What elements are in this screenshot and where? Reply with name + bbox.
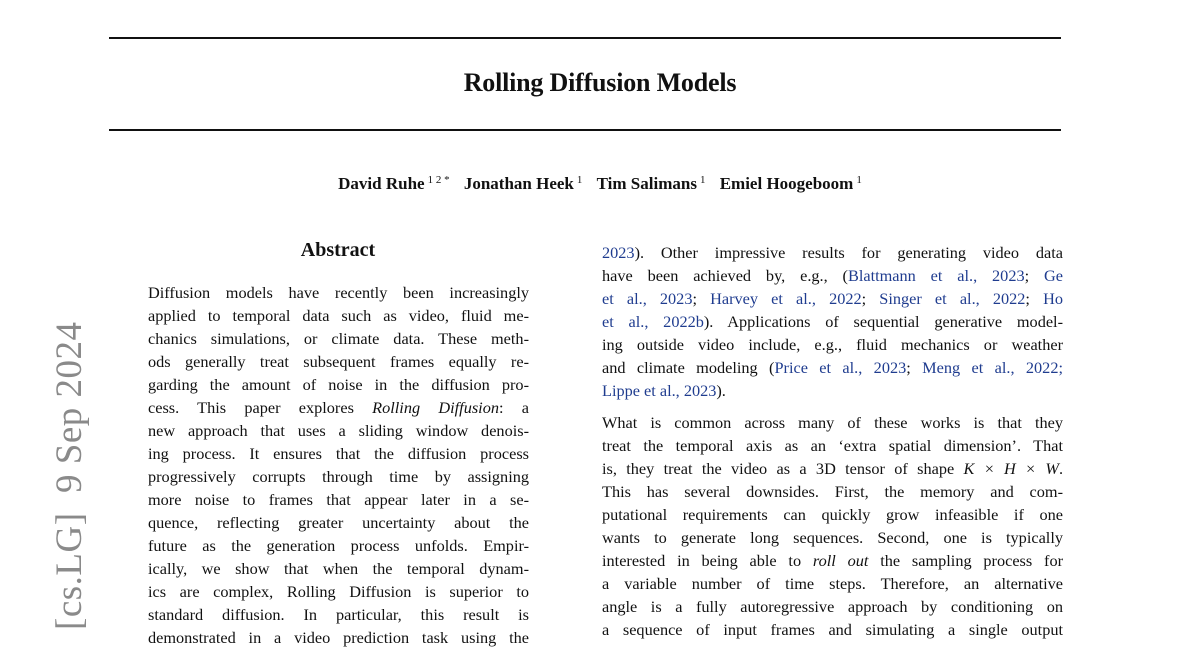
abstract-line: new approach that uses a sliding window denois-	[148, 421, 529, 440]
citation-link[interactable]: Ge	[1044, 266, 1063, 285]
citation-link[interactable]: Meng et al., 2022	[922, 358, 1059, 377]
paragraph-gap	[602, 402, 1063, 411]
abstract-line	[148, 396, 529, 419]
body-line: a variable number of time steps. Therefore, an alternative	[602, 574, 1063, 593]
author-name: Tim Salimans	[596, 174, 697, 193]
author-affiliation: 1	[699, 174, 706, 186]
abstract-line: standard diffusion. In particular, this result is	[148, 605, 529, 624]
citation-link[interactable]: et al., 2023	[602, 289, 693, 308]
math-expression: K × H × W	[963, 459, 1059, 478]
author	[338, 174, 449, 193]
author	[720, 174, 862, 193]
abstract-text: cess. This paper explores	[148, 398, 373, 417]
body-line: putational requirements can quickly grow infeasible if one	[602, 505, 1063, 524]
abstract-line: Diffusion models have recently been increasingly	[148, 283, 529, 302]
citation-link[interactable]: Lippe et al., 2023	[602, 381, 717, 400]
body-line: have been achieved by, e.g., (Blattmann et al., 2023; Ge	[602, 266, 1063, 285]
abstract-line: ods generally treat subsequent frames equally re-	[148, 352, 529, 371]
citation-link[interactable]: Ho	[1043, 289, 1063, 308]
body-column-right	[602, 241, 1063, 641]
author-list	[0, 174, 1200, 194]
author-name: Jonathan Heek	[463, 174, 574, 193]
author-name: David Ruhe	[338, 174, 425, 193]
abstract-heading: Abstract	[300, 239, 376, 261]
author-affiliation: 1	[576, 174, 583, 186]
abstract-line: chanics simulations, or climate data. These meth-	[148, 329, 529, 348]
paper-title: Rolling Diffusion Models	[463, 68, 737, 97]
abstract-line: progressively corrupts through time by assigning	[148, 467, 529, 486]
body-line: and climate modeling (Price et al., 2023; Meng et al., 2022;	[602, 358, 1063, 377]
abstract-line: ics are complex, Rolling Diffusion is superior to	[148, 582, 529, 601]
author	[464, 174, 583, 193]
abstract-line: quence, reflecting greater uncertainty about the	[148, 513, 529, 532]
emphasis-rolling-diffusion: Rolling Diffusion	[372, 398, 499, 417]
citation-link[interactable]: Price et al., 2023	[774, 358, 907, 377]
emphasis-roll-out: roll out	[812, 551, 869, 570]
abstract-text: : a	[498, 398, 529, 417]
body-line: treat the temporal axis as an ‘extra spatial dimension’. That	[602, 436, 1063, 455]
citation-link[interactable]: Blattmann et al., 2023	[847, 266, 1025, 285]
abstract-body	[148, 281, 529, 649]
abstract-line: ing process. It ensures that the diffusion process	[148, 444, 529, 463]
body-line: This has several downsides. First, the memory and com-	[602, 482, 1063, 501]
body-line: ing outside video include, e.g., fluid mechanics or weather	[602, 335, 1063, 354]
abstract-line: more noise to frames that appear later in a se-	[148, 490, 529, 509]
body-line: et al., 2022b). Applications of sequential generative model-	[602, 312, 1064, 331]
citation-link[interactable]: 2023	[602, 243, 635, 262]
body-line: What is common across many of these works is that they	[602, 413, 1063, 432]
title-rule-bottom	[109, 129, 1061, 131]
author	[597, 174, 706, 193]
abstract-line: garding the amount of noise in the diffusion pro-	[148, 375, 529, 394]
abstract-line: future as the generation process unfolds. Empir-	[148, 536, 529, 555]
body-line: 2023). Other impressive results for generating video data	[602, 243, 1063, 262]
citation-link[interactable]: Singer et al., 2022	[879, 289, 1026, 308]
body-line: a sequence of input frames and simulating a single output	[602, 620, 1063, 639]
author-affiliation: 1 2 *	[427, 174, 450, 186]
author-affiliation: 1	[856, 174, 862, 186]
abstract-line: applied to temporal data such as video, fluid me-	[148, 306, 529, 325]
body-line: wants to generate long sequences. Second, one is typically	[602, 528, 1063, 547]
body-line: is, they treat the video as a 3D tensor of shape K × H × W.	[602, 459, 1064, 478]
citation-link[interactable]: Harvey et al., 2022	[710, 289, 862, 308]
body-line: et al., 2023; Harvey et al., 2022; Singer et al., 2022; Ho	[602, 289, 1063, 308]
body-line: Lippe et al., 2023).	[602, 381, 726, 400]
citation-link[interactable]: et al., 2022b	[602, 312, 704, 331]
body-line: angle is a fully autoregressive approach by conditioning on	[602, 597, 1063, 616]
title-rule-top	[109, 37, 1061, 39]
body-line: interested in being able to roll out the sampling process for	[602, 551, 1064, 570]
author-name: Emiel Hoogeboom	[719, 174, 854, 193]
arxiv-identifier-stamp: [cs.LG] 9 Sep 2024	[49, 321, 90, 630]
abstract-line: ically, we show that when the temporal dynam-	[148, 559, 529, 578]
abstract-line: demonstrated in a video prediction task using the	[148, 628, 529, 647]
